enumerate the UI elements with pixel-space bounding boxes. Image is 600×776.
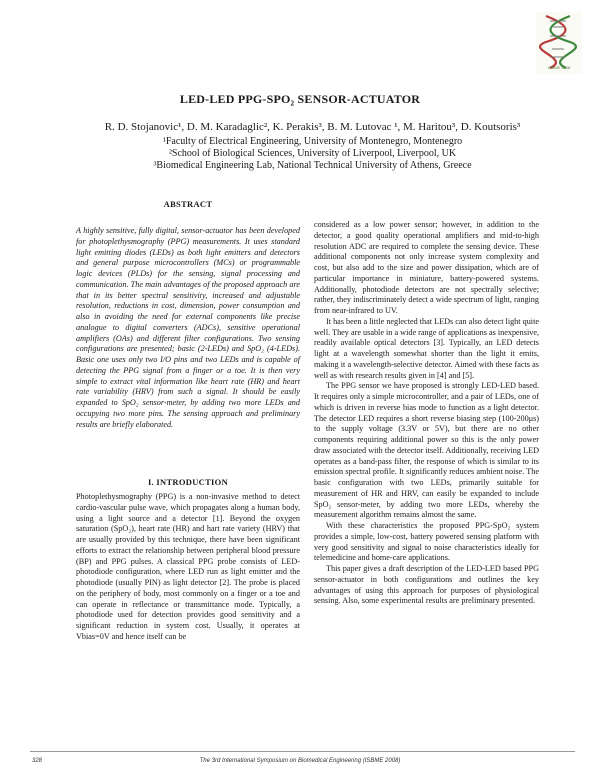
affiliation-1: ¹Faculty of Electrical Engineering, University of Montenegro, Montenegro — [162, 136, 463, 147]
footer-conference: The 3rd International Symposium on Biomedical Engineering (ISBME 2008) — [199, 758, 401, 764]
conference-logo — [536, 12, 582, 74]
logo-caption: ISBME 2008 — [547, 65, 571, 70]
affiliation-3: ³Biomedical Engineering Lab, National Technical University of Athens, Greece — [153, 160, 472, 171]
body-paragraph: considered as a low power sensor; however, in addition to the detector, a good quality operational amplifiers and mid-to-high resolution ADC are required to complete the sensing device. These additional components not only increase system complexity and cost, but also add to the size and power dissipation, which are of particular importance in miniature, battery-powered systems. Additionally, photodiode detectors are not spectrally selective; rather, they indiscriminately detect a wide spectrum of light, ranging from near-infrared to UV. — [314, 220, 539, 315]
abstract-body — [76, 226, 300, 430]
body-paragraph: It has been a little neglected that LEDs can also detect light quite well. They are usable in a wide range of applications as inexpensive, readily available optical detectors [3]. Typically, an LED detects light at a wavelength somewhat shorter than the light it emits, making it a wavelength-selective detector. Aimed with these facts as well as with research results given in [4] and [5]. — [314, 316, 539, 380]
author-list: R. D. Stojanovic¹, D. M. Karadaglic², K. Perakis³, B. M. Lutovac ¹, M. Haritou³, D. Koutsoris³ — [104, 121, 521, 133]
page-number: 328 — [32, 758, 43, 764]
abstract-text: A highly sensitive, fully digital, sensor-actuator has been developed for photoplethysmography (PPG) measurements. It uses standard light emitting diodes (LEDs) as both light emitters and detectors and general purpose microcontrollers (MCs) or programmable logic devices (PLDs) for the sensing, signal processing and communication. The main advantages of the proposed approach are that in its better spectral sensitivity, increased and adjustable resolution, reductions in cost, dimension, power consumption and also in avoiding the need for external components like precise analogue to digital converters (ADCs), sensitive operational amplifiers (OAs) and different filter configurations. Two sensing configurations are presented; basic (2-LEDs) and SpO₂ (4-LEDs). Basic one uses only two I/O pins and two LEDs and is capable of detecting the PPG signal from a finger or a toe. It is then very simple to extract vital information like heart rate (HR) and heart rate variability (HRV) from such a signal. It should be easily expanded to SpO₂ sensor-meter, by adding two more LEDs and occupying two more pins. The sensing approach and preliminary results are briefly elaborated. — [76, 226, 300, 429]
body-paragraph: This paper gives a draft description of the LED-LED based PPG sensor-actuator in both configurations and outlines the key advantages of using this approach for purposes of physiological sensing. Also, some experimental results are preliminary presented. — [314, 564, 539, 606]
body-paragraph: With these characteristics the proposed PPG-SpO₂ system provides a simple, low-cost, battery powered sensing platform with very good sensitivity and signal to noise characteristics ideally for telemedicine and home-care applications. — [314, 521, 539, 563]
abstract-heading: ABSTRACT — [163, 199, 213, 209]
intro-body — [76, 492, 300, 643]
right-column — [314, 220, 539, 607]
paper-title: LED-LED PPG-SPO₂ SENSOR-ACTUATOR — [179, 92, 421, 106]
body-paragraph: The PPG sensor we have proposed is strongly LED-LED based. It requires only a simple microcontroller, and a pair of LEDs, one of which is driven in reverse bias mode to function as a light detector. The detector LED requires a short reverse biasing step (100-200μs) to the supply voltage (3.3V or 5V), but there are no other components requiring additional power so this is the only power draw associated with the detector itself. Additionally, receiving LED operates as a band-pass filter, the response of which is similar to its emission spectral profile. It significantly reduces ambient noise. The basic configuration with two LEDs, primarily suitable for measurement of HR and HRV, can easily be expanded to include SpO₂ sensor-meter, by adding two more LEDs, whereby the measurement algorithm remains almost the same. — [314, 381, 539, 520]
intro-paragraph: Photoplethysmography (PPG) is a non-invasive method to detect cardio-vascular pulse wave, which propagates along a human body, using a light source and a detector [1]. Beyond the oxygen saturation (SpO₂), heart rate (HR) and hart rate variety (HRV) that are usually provided by this technique, there have been significant efforts to extract the relationship between peripheral blood pressure (BP) and PPG pulses. A classical PPG probe consists of LED-photodiode configuration, where LED run as light emitter and the photodiode (usually PIN) as light detector [2]. The probe is placed on the periphery of body, most commonly on a finger or a toe and can operate in reflectance or transmittance mode. Typically, a photodiode used for detection provides good sensitivity and a significant reduction in system cost. Usually, it operates at Vbias=0V and hence itself can be — [76, 492, 300, 641]
intro-heading: I. INTRODUCTION — [147, 477, 229, 487]
footer-divider — [30, 751, 575, 752]
affiliation-2: ²School of Biological Sciences, University of Liverpool, Liverpool, UK — [168, 148, 457, 159]
